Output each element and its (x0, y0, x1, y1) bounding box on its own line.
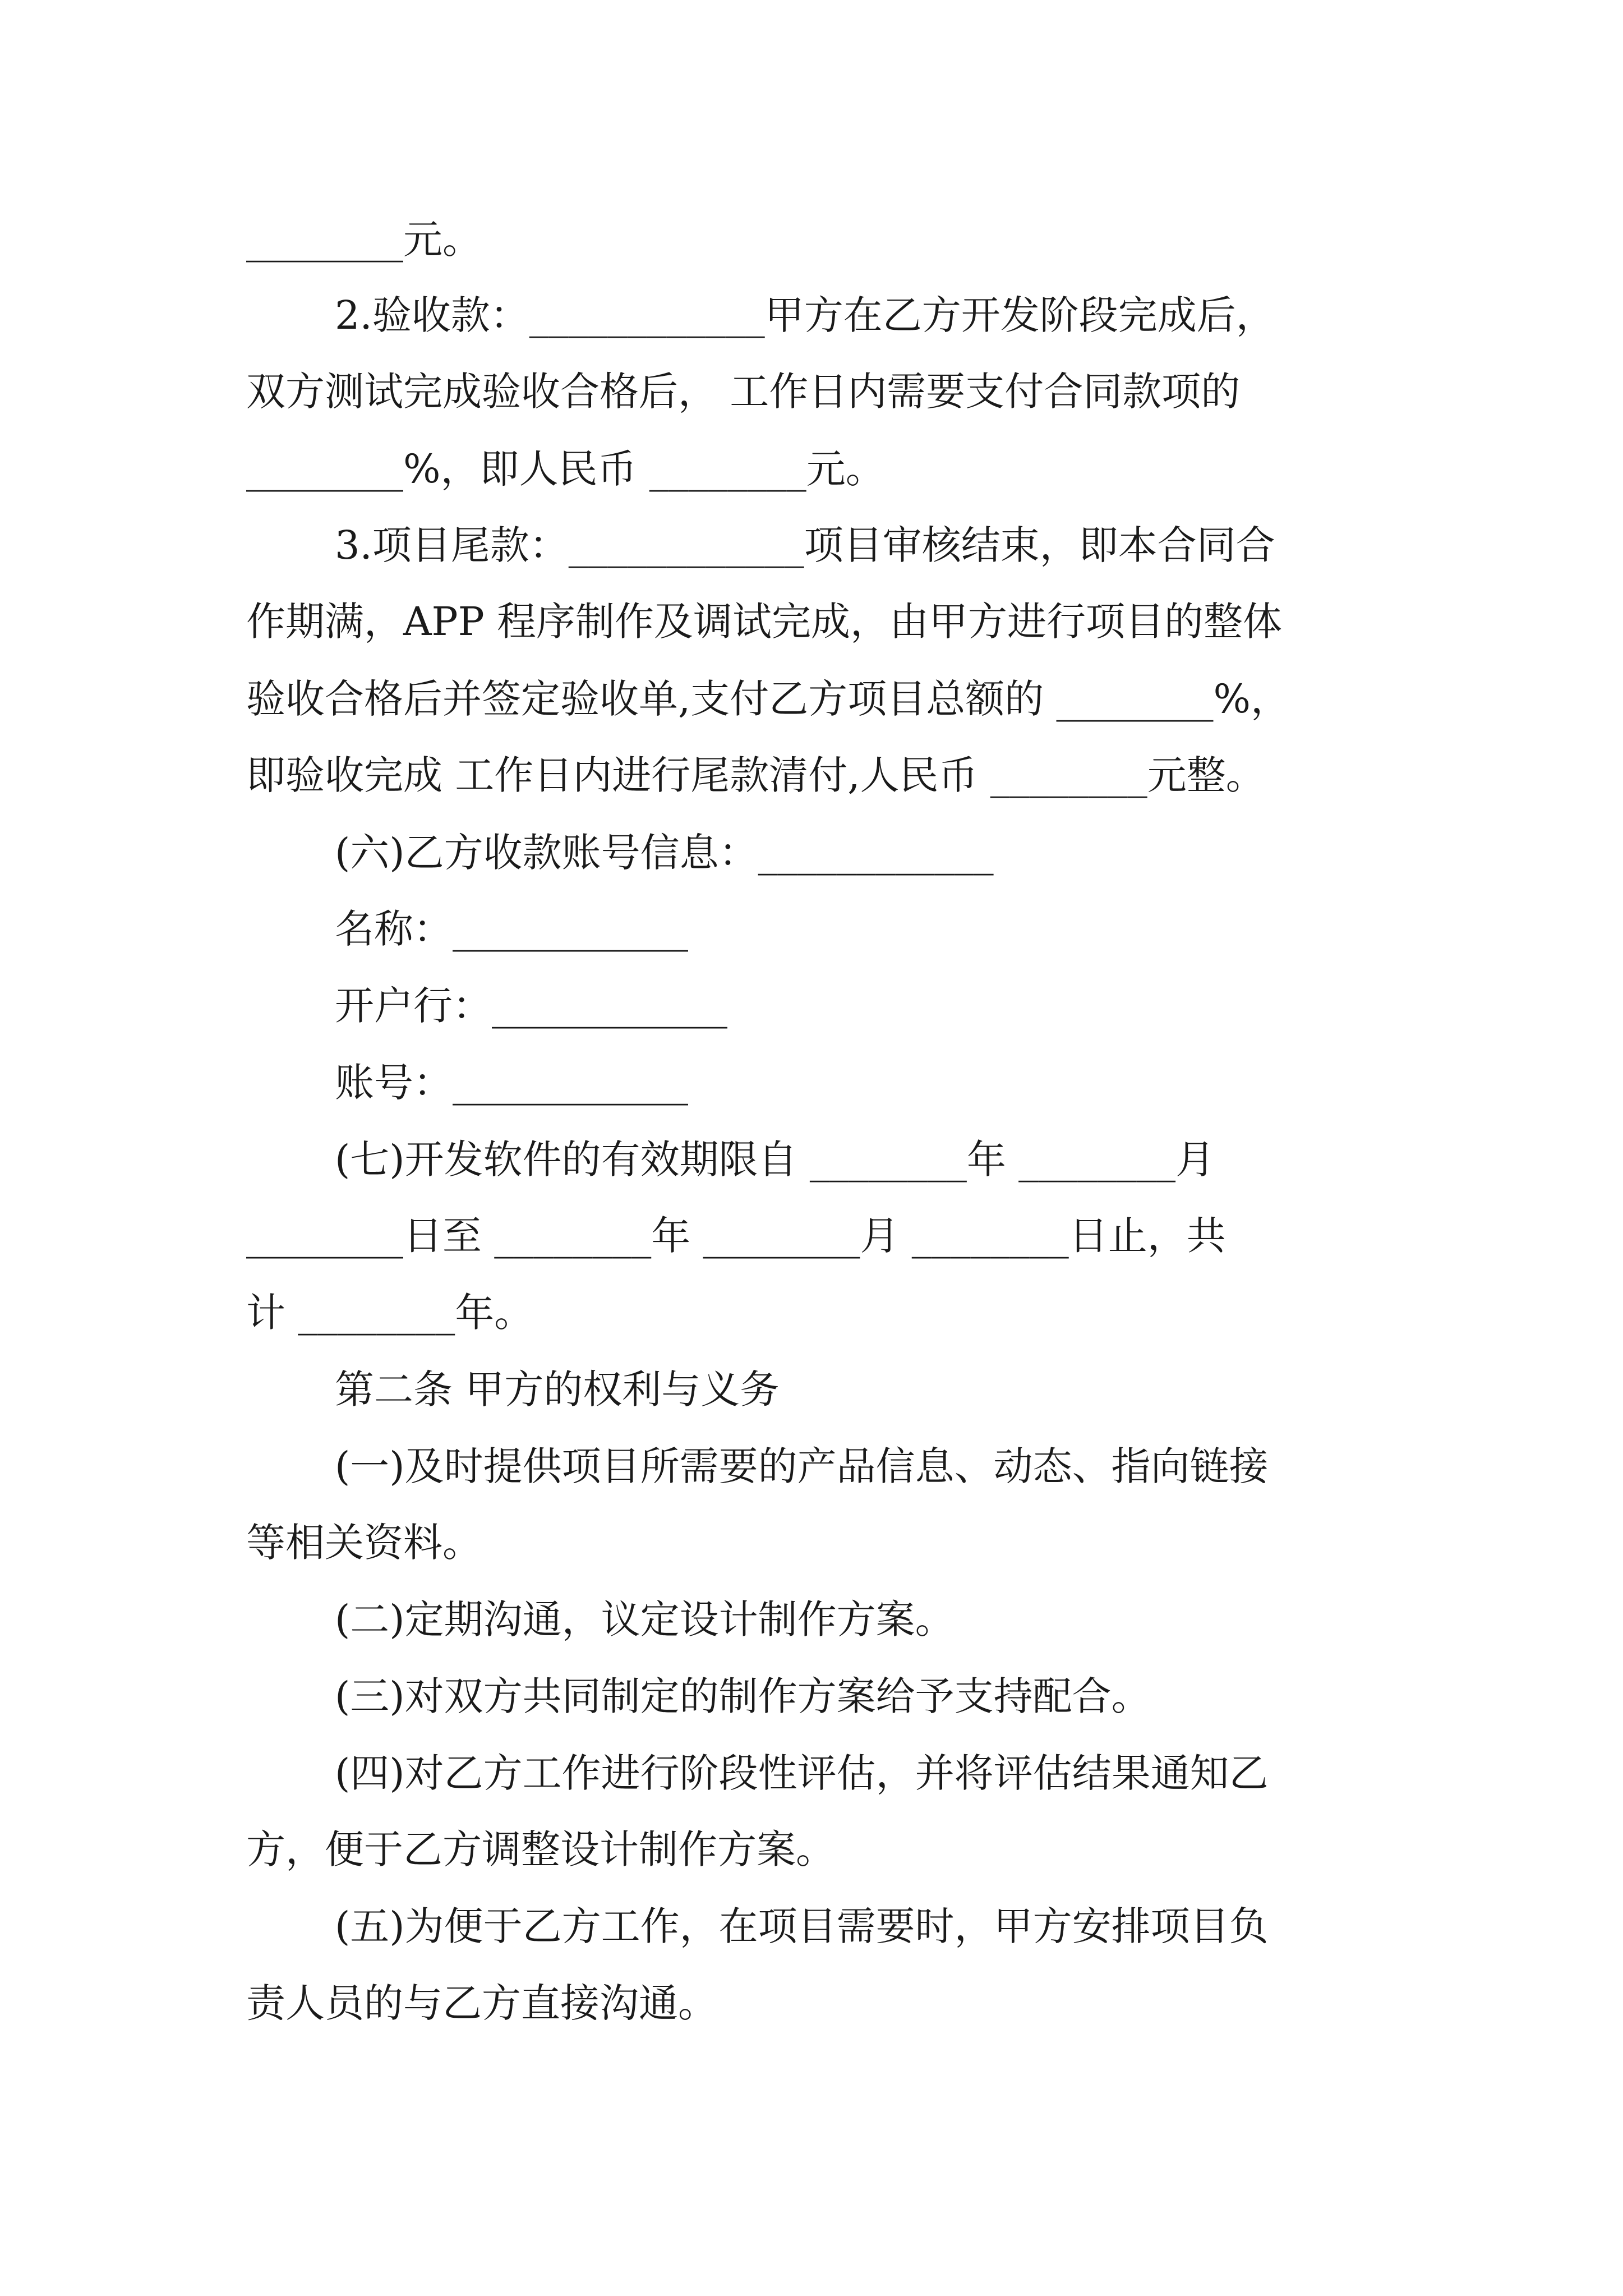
text-line: (一)及时提供项目所需要的产品信息、动态、指向链接 (335, 1443, 1269, 1489)
text-line: ________日至 ________年 ________月 ________日止，共 (246, 1213, 1226, 1259)
text-line: (六)乙方收款账号信息：____________ (335, 830, 994, 876)
text-line: ________%，即人民币 ________元。 (246, 446, 885, 492)
text-line: 2.验收款：____________甲方在乙方开发阶段完成后， (335, 292, 1275, 338)
text-line: 方，便于乙方调整设计制作方案。 (246, 1826, 835, 1872)
text-line: 第二条 甲方的权利与义务 (335, 1366, 780, 1412)
text-line: (五)为便于乙方工作，在项目需要时，甲方安排项目负 (335, 1903, 1269, 1949)
text-line: (二)定期沟通，议定设计制作方案。 (335, 1596, 955, 1642)
text-line: 即验收完成 工作日内进行尾款清付,人民币 ________元整。 (246, 752, 1265, 798)
text-line: 验收合格后并签定验收单,支付乙方项目总额的 ________%， (246, 676, 1290, 722)
text-line: 3.项目尾款：____________项目审核结束，即本合同合 (335, 522, 1275, 568)
text-line: 责人员的与乙方直接沟通。 (246, 1980, 717, 2026)
text-line: 账号：____________ (335, 1060, 688, 1106)
text-line: 名称：____________ (335, 906, 688, 952)
text-line: 作期满，APP 程序制作及调试完成，由甲方进行项目的整体 (246, 599, 1283, 645)
text-line: 等相关资料。 (246, 1520, 482, 1566)
text-line: 双方测试完成验收合格后， 工作日内需要支付合同款项的 (246, 369, 1241, 415)
text-line: 开户行：____________ (335, 983, 727, 1029)
text-line: (三)对双方共同制定的制作方案给予支持配合。 (335, 1673, 1151, 1719)
text-line: (四)对乙方工作进行阶段性评估，并将评估结果通知乙 (335, 1750, 1269, 1796)
text-line: ________元。 (246, 217, 482, 263)
text-line: (七)开发软件的有效期限自 ________年 ________月 (335, 1137, 1215, 1182)
text-line: 计 ________年。 (246, 1290, 534, 1336)
